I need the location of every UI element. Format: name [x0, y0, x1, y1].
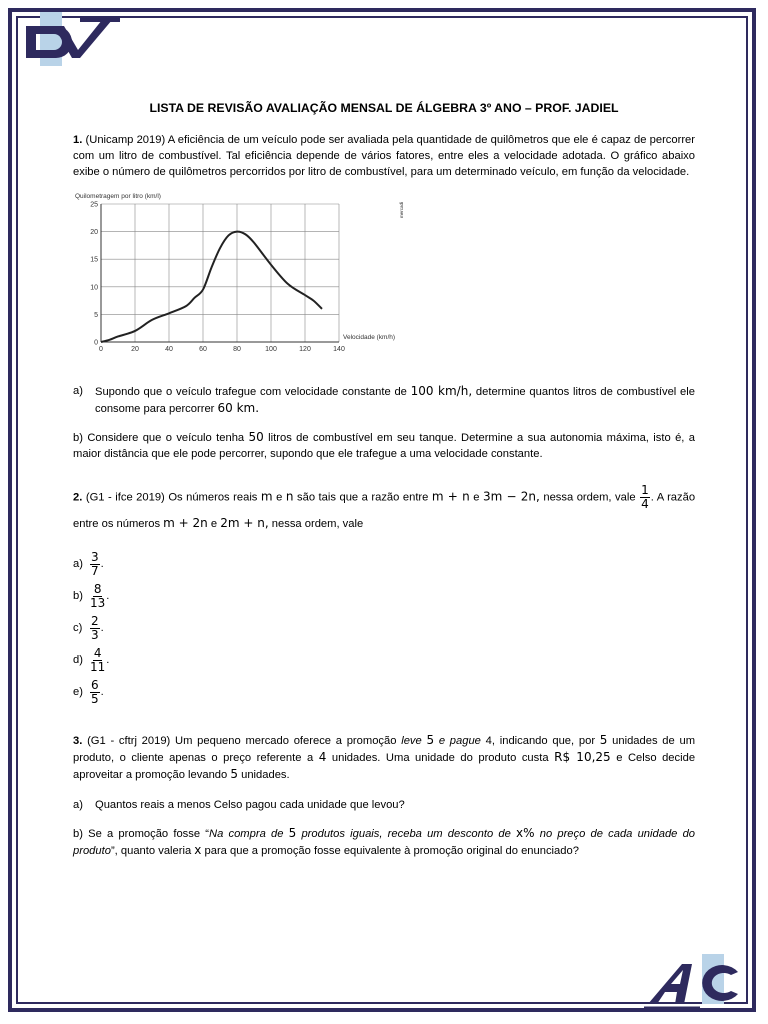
- question-text: nessa ordem, vale: [543, 491, 636, 504]
- question-text: nessa ordem, vale: [271, 518, 364, 530]
- question-text: e: [473, 491, 480, 504]
- item-text: Quantos reais a menos Celso pagou cada unidade que levou?: [95, 799, 405, 811]
- fraction: [640, 484, 650, 511]
- item-label: b): [73, 828, 83, 840]
- option-period: .: [106, 654, 110, 666]
- numerator: 8: [93, 581, 102, 596]
- document-body: [73, 100, 695, 869]
- item-text: Supondo que o veículo trafegue com velocidade constante de: [95, 386, 407, 398]
- x-tick-label: 40: [165, 346, 173, 353]
- x-tick-label: 120: [299, 346, 311, 353]
- question-text: são tais que a razão entre: [297, 491, 429, 504]
- numerator: 6: [91, 677, 99, 692]
- item-text: para que a promoção fosse equivalente à promoção original do enunciado?: [204, 845, 579, 857]
- math-number: 4: [318, 750, 327, 764]
- question-text: 4,: [485, 735, 495, 747]
- option-period: .: [100, 686, 104, 698]
- option-fraction: [90, 615, 100, 642]
- question-number: 2.: [73, 491, 83, 504]
- y-tick-label: 10: [90, 284, 98, 292]
- option-label: d): [73, 654, 83, 666]
- item-text: ”, quanto valeria: [110, 845, 192, 857]
- question-text: Um pequeno mercado oferece a promoção: [175, 735, 397, 747]
- question-text: Os números reais: [168, 491, 258, 504]
- item-label: a): [73, 799, 83, 811]
- item-text: produtos iguais, receba um desconto de: [301, 828, 511, 840]
- math-percent: x%: [516, 826, 535, 840]
- numerator: 4: [93, 645, 102, 660]
- option-period: .: [100, 558, 104, 570]
- denominator: 5: [91, 691, 99, 706]
- option-e: [73, 676, 695, 708]
- q3-item-b: [73, 825, 695, 859]
- x-tick-label: 60: [199, 346, 207, 353]
- question-text: e: [210, 518, 218, 530]
- math-number: 5: [288, 826, 297, 840]
- item-label: b): [73, 432, 83, 444]
- item-text: Na compra de: [209, 828, 284, 840]
- option-d: [73, 644, 695, 676]
- question-text: unidades.: [241, 769, 290, 781]
- math-speed: 100 km/h,: [410, 384, 473, 398]
- option-b: [73, 580, 695, 612]
- question-2: [73, 484, 695, 536]
- denominator: 3: [91, 627, 99, 642]
- option-period: .: [100, 622, 104, 634]
- y-tick-label: 20: [90, 229, 98, 237]
- math-expr: m + n: [431, 489, 470, 504]
- question-source: (G1 - cftrj 2019): [87, 735, 171, 747]
- question-number: 1.: [73, 134, 83, 146]
- question-1: [73, 132, 695, 180]
- numerator: 3: [91, 549, 99, 564]
- denominator: 7: [91, 563, 99, 578]
- question-text: unidades. Uma unidade do produto custa: [331, 752, 549, 764]
- question-text: . A razão entre os números: [73, 491, 696, 530]
- option-label: b): [73, 590, 83, 602]
- numerator: 1: [641, 483, 649, 497]
- denominator: 13: [90, 595, 106, 610]
- option-label: e): [73, 686, 83, 698]
- option-fraction: [90, 679, 100, 706]
- item-text: no preço de cada unidade do produto: [73, 828, 696, 857]
- denominator: 11: [90, 659, 106, 674]
- item-label: a): [73, 385, 83, 397]
- math-liters: 50: [248, 430, 264, 444]
- x-tick-label: 100: [265, 346, 277, 353]
- option-a: [73, 548, 695, 580]
- y-tick-label: 15: [90, 256, 98, 264]
- question-text: e pague: [438, 735, 481, 747]
- item-text: determine quantos litros de combustível ele consome para percorrer: [95, 386, 695, 415]
- math-m: m: [260, 489, 273, 504]
- x-axis-label: Velocidade (km/h): [343, 334, 396, 341]
- math-expr: 3m − 2n,: [482, 489, 540, 504]
- question-text: leve: [401, 735, 422, 747]
- y-tick-label: 5: [94, 311, 98, 319]
- question-source: (Unicamp 2019): [85, 134, 166, 146]
- math-number: 5: [426, 733, 435, 747]
- q1-item-b: [73, 429, 695, 462]
- math-distance: 60 km.: [217, 401, 260, 415]
- dv-logo: [22, 12, 132, 72]
- option-c: [73, 612, 695, 644]
- answer-options: [73, 548, 695, 708]
- denominator: 4: [641, 497, 649, 511]
- y-tick-label: 0: [94, 339, 98, 347]
- question-number: 3.: [73, 735, 83, 747]
- question-text: indicando que, por: [499, 735, 596, 747]
- question-text: unidades de um produto, o cliente apenas o preço referente a: [73, 735, 696, 764]
- option-label: c): [73, 622, 83, 634]
- x-tick-label: 0: [99, 346, 103, 353]
- option-period: .: [106, 590, 110, 602]
- question-3: [73, 732, 695, 783]
- math-expr: m + 2n: [163, 516, 208, 530]
- q3-item-a: [73, 797, 695, 813]
- x-tick-label: 140: [333, 346, 345, 353]
- y-axis-label: Quilometragem por litro (km/l): [75, 193, 161, 200]
- question-text: A eficiência de um veículo pode ser avaliada pela quantidade de quilômetros que ele é capaz de percorrer com um litro de combustível. Tal eficiência depende de vários fatores, entre eles a velocidade adotada. O gráfico abaixo exibe o número de quilômetros percorridos por litro de combustível, para um determinado veículo, em função da velocidade.: [73, 134, 696, 178]
- x-tick-label: 80: [233, 346, 241, 353]
- line-chart: [73, 190, 413, 360]
- math-number: 5: [599, 733, 608, 747]
- side-note: mercadi: [399, 201, 404, 219]
- math-price: R$ 10,25: [554, 750, 611, 764]
- math-x: x: [194, 843, 202, 857]
- option-fraction: [90, 583, 105, 610]
- option-fraction: [90, 551, 100, 578]
- math-n: n: [285, 489, 294, 504]
- math-expr: 2m + n,: [220, 516, 269, 530]
- question-text: e: [276, 491, 283, 504]
- q1-item-a: [73, 383, 695, 417]
- x-tick-label: 20: [131, 346, 139, 353]
- option-label: a): [73, 558, 83, 570]
- y-tick-label: 25: [90, 201, 98, 209]
- efficiency-chart: [73, 190, 695, 365]
- option-fraction: [90, 647, 105, 674]
- ac-logo: [640, 950, 750, 1012]
- question-source: (G1 - ifce 2019): [85, 491, 165, 504]
- question-text: e Celso decide aproveitar a promoção levando: [73, 752, 696, 781]
- item-text: Considere que o veículo tenha: [87, 432, 245, 444]
- math-number: 5: [230, 767, 238, 781]
- page-title: LISTA DE REVISÃO AVALIAÇÃO MENSAL DE ÁLGEBRA 3º ANO – PROF. JADIEL: [149, 101, 619, 115]
- item-text: litros de combustível em seu tanque. Determine a sua autonomia máxima, isto é, a maior distância que ele pode percorrer, supondo que ele trafegue a uma velocidade constante.: [73, 432, 695, 460]
- numerator: 2: [91, 613, 99, 628]
- item-text: Se a promoção fosse “: [88, 828, 209, 840]
